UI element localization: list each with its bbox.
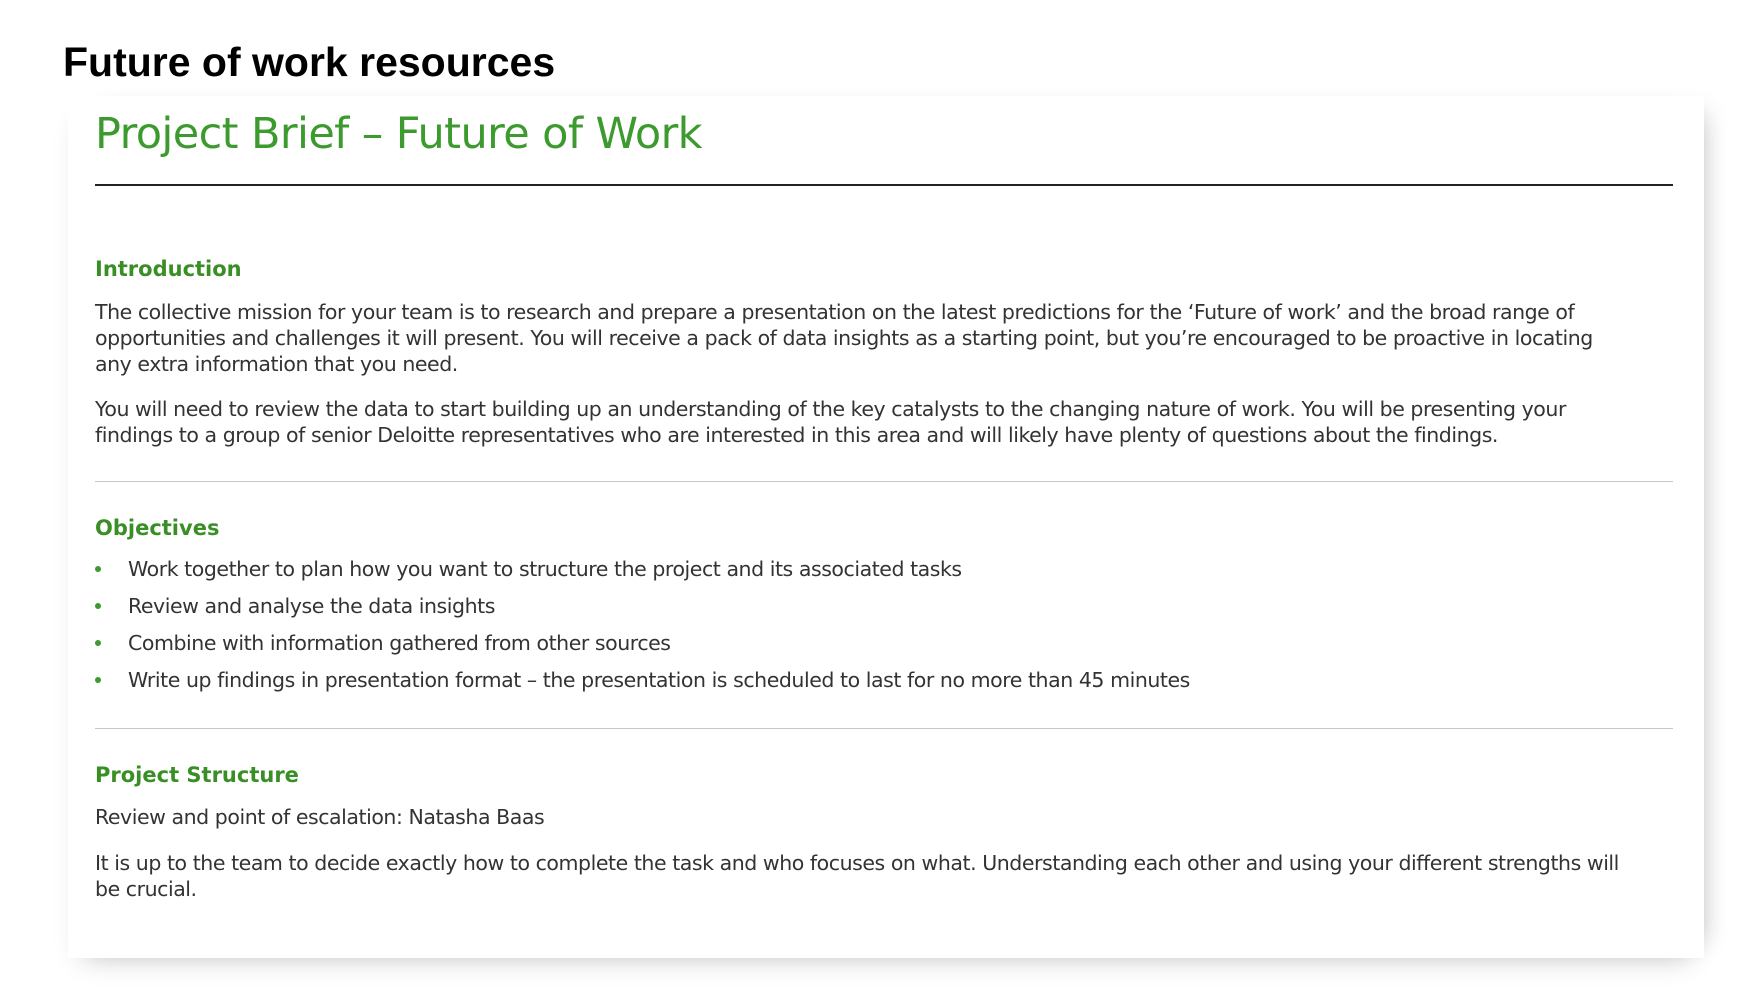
escalation-contact: Review and point of escalation: Natasha Baas (95, 805, 545, 829)
project-structure-paragraph: It is up to the team to decide exactly how to complete the task and who focuses on what. Understanding each other and using your different strengths will be crucial. (95, 851, 1619, 901)
objective-text: Work together to plan how you want to structure the project and its associated tasks (128, 557, 962, 581)
objectives-heading: Objectives (95, 516, 220, 540)
document-title: Project Brief – Future of Work (95, 109, 702, 159)
bullet-icon (95, 640, 101, 646)
objective-text: Review and analyse the data insights (128, 594, 495, 618)
objective-text: Write up findings in presentation format – the presentation is scheduled to last for no more than 45 minutes (128, 668, 1190, 692)
section-divider (95, 728, 1673, 729)
project-structure-heading: Project Structure (95, 763, 299, 787)
introduction-paragraph-2: You will need to review the data to start building up an understanding of the key catalysts to the changing nature of work. You will be presenting your findings to a group of senior Deloitte representatives who are interested in this area and will likely have plenty of questions about the findings. (95, 397, 1566, 447)
bullet-icon (95, 677, 101, 683)
title-divider (95, 184, 1673, 186)
objective-text: Combine with information gathered from other sources (128, 631, 671, 655)
bullet-icon (95, 603, 101, 609)
project-brief-document (68, 96, 1704, 958)
introduction-heading: Introduction (95, 257, 242, 281)
bullet-icon (95, 566, 101, 572)
section-divider (95, 481, 1673, 482)
page-heading: Future of work resources (63, 39, 556, 85)
introduction-paragraph-1: The collective mission for your team is to research and prepare a presentation on the latest predictions for the ‘Future of work’ and the broad range of opportunities and challenges it will present. You will receive a pack of data insights as a starting point, but you’re encouraged to be proactive in locating any extra information that you need. (95, 300, 1593, 376)
